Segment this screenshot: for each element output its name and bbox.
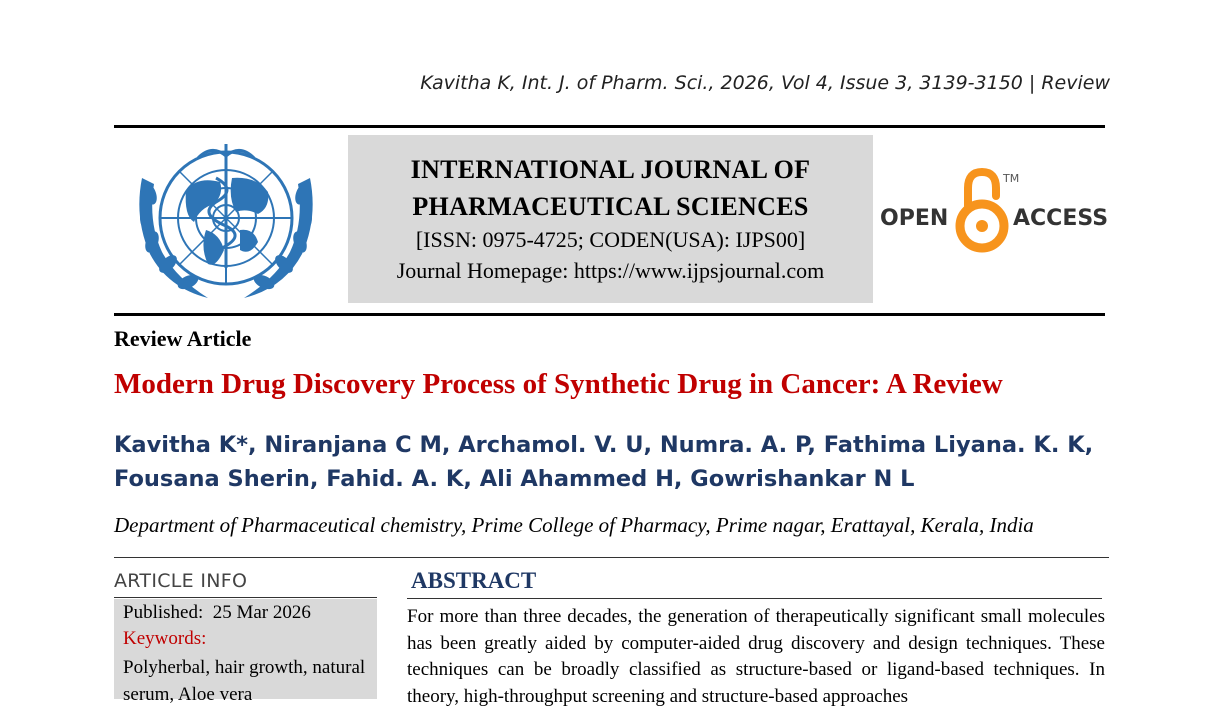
journal-name-line1: INTERNATIONAL JOURNAL OF: [410, 155, 811, 184]
keywords-list: Polyherbal, hair growth, natural serum, Aloe vera: [123, 657, 366, 705]
journal-homepage: Journal Homepage: https://www.ijpsjournal.com: [396, 258, 825, 283]
citation-line: Kavitha K, Int. J. of Pharm. Sci., 2026, Vol 4, Issue 3, 3139-3150 | Review: [420, 72, 1110, 94]
abstract-text: For more than three decades, the generation of therapeutically significant small molecules has been greatly aided by computer-aided drug discovery and design techniques. These techniques can be broadly classified as structure-based or ligand-based techniques. In theory, high-throughput screening and structure-based approaches: [407, 606, 1105, 707]
header-bottom-rule: [114, 313, 1105, 316]
affiliation: Department of Pharmaceutical chemistry, Prime College of Pharmacy, Prime nagar, Erattayal, Kerala, India: [114, 513, 1034, 537]
keywords-label: Keywords:: [123, 628, 207, 649]
un-emblem-logo: [128, 138, 324, 306]
author-line-1: Kavitha K*, Niranjana C M, Archamol. V. U, Numra. A. P, Fathima Liyana. K. K,: [114, 432, 1094, 458]
open-access-logo: [880, 166, 1110, 256]
article-info-rule: [114, 597, 377, 598]
trademark-text: TM: [1003, 172, 1020, 185]
article-info-heading: ARTICLE INFO: [114, 570, 248, 592]
published-date: Published: 25 Mar 2026: [123, 602, 311, 623]
abstract-heading: ABSTRACT: [411, 568, 537, 593]
journal-name-line2: PHARMACEUTICAL SCIENCES: [412, 192, 809, 221]
open-padlock-icon: [960, 172, 1004, 248]
open-access-right-text: ACCESS: [1013, 206, 1109, 231]
journal-issn: [ISSN: 0975-4725; CODEN(USA): IJPS00]: [415, 227, 806, 252]
section-divider: [114, 557, 1109, 558]
article-title: Modern Drug Discovery Process of Synthetic Drug in Cancer: A Review: [114, 368, 1003, 400]
open-access-left-text: OPEN: [880, 206, 949, 231]
author-line-2: Fousana Sherin, Fahid. A. K, Ali Ahammed H, Gowrishankar N L: [114, 466, 915, 492]
article-type: Review Article: [114, 326, 252, 351]
abstract-rule: [407, 598, 1102, 599]
header-top-rule: [114, 125, 1105, 128]
journal-masthead: [348, 135, 873, 303]
author-list: [114, 428, 1114, 496]
